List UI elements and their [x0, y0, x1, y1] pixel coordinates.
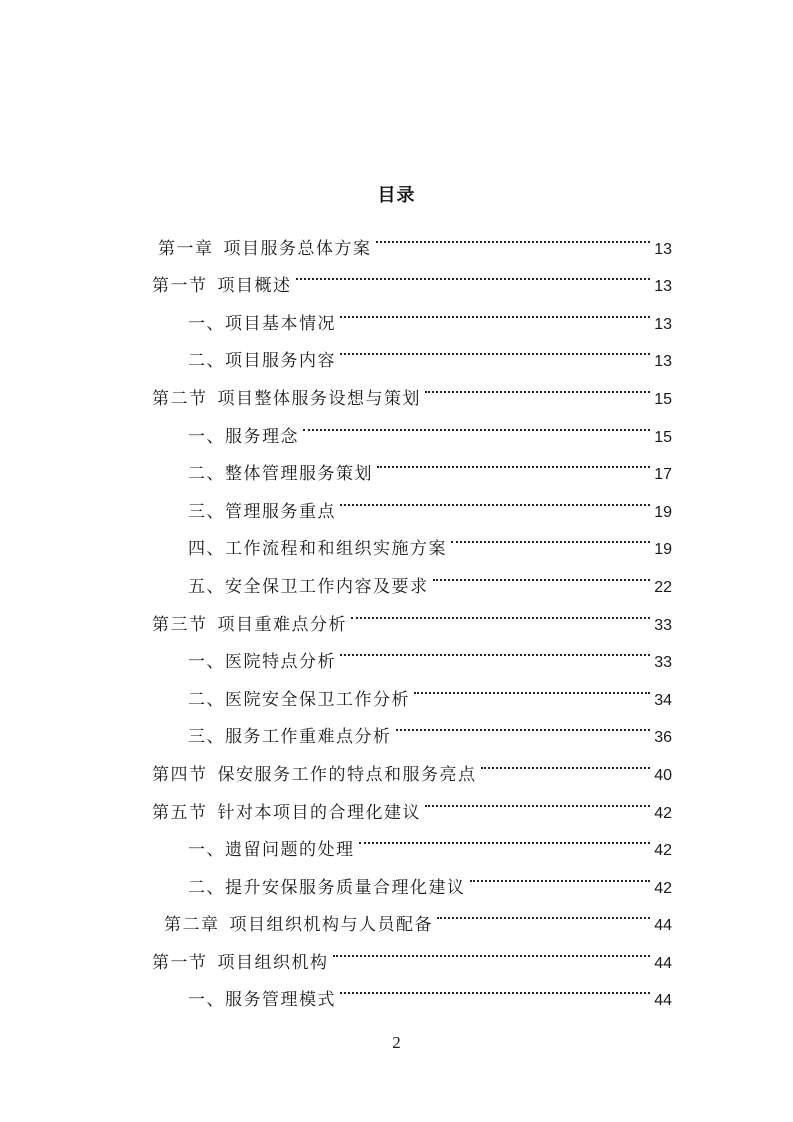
- toc-entry-prefix: 一、: [188, 652, 225, 673]
- toc-entry-page: 22: [654, 578, 672, 596]
- toc-entry-page: 44: [654, 954, 672, 972]
- toc-entry-text: 针对本项目的合理化建议: [217, 802, 421, 823]
- toc-entry-text: 整体管理服务策划: [225, 464, 373, 485]
- toc-entry-prefix: 二、: [188, 877, 225, 898]
- toc-entry-page: 42: [654, 804, 672, 822]
- toc-entry-label: [152, 945, 329, 983]
- toc-entry-page: 13: [654, 315, 672, 333]
- toc-entry-label: [188, 494, 336, 532]
- toc-entry-text: 项目服务内容: [225, 351, 336, 372]
- toc-entry-text: 服务工作重难点分析: [225, 727, 392, 748]
- toc-entry-label: [188, 644, 336, 682]
- toc-entry-text: 提升安保服务质量合理化建议: [225, 877, 466, 898]
- toc-entry-label: [188, 832, 355, 870]
- toc-entry-prefix: 第一章: [158, 238, 214, 259]
- toc-entry-page: 17: [654, 466, 672, 484]
- dot-leader: [437, 893, 650, 931]
- dot-leader: [377, 442, 650, 480]
- dot-leader: [303, 404, 650, 442]
- toc-entry-page: 13: [654, 353, 672, 371]
- page-number: 2: [392, 1033, 401, 1052]
- toc-entry-page: 42: [654, 879, 672, 897]
- toc-entry-prefix: 三、: [188, 727, 225, 748]
- toc-entry-prefix: 二、: [188, 689, 225, 710]
- toc-entry-page: 33: [654, 654, 672, 672]
- toc-entry-prefix: 二、: [188, 351, 225, 372]
- dot-leader: [351, 592, 650, 630]
- toc-entry[interactable]: [152, 216, 672, 259]
- toc-entry-label: [188, 719, 392, 757]
- toc-entry-label: [188, 982, 336, 1020]
- dot-leader: [481, 742, 651, 780]
- toc-entry-page: 34: [654, 691, 672, 709]
- toc-entry-prefix: 一、: [188, 313, 225, 334]
- toc-entry-text: 项目组织机构: [217, 952, 329, 973]
- table-of-contents: [152, 216, 672, 1011]
- toc-entry-page: 15: [654, 428, 672, 446]
- toc-entry-prefix: 第五节: [152, 802, 208, 823]
- toc-entry-prefix: 第一节: [152, 276, 208, 297]
- toc-entry-prefix: 一、: [188, 990, 225, 1011]
- toc-entry-page: 13: [654, 240, 672, 258]
- toc-entry-label: [188, 870, 466, 908]
- toc-entry-text: 服务管理模式: [225, 990, 336, 1011]
- toc-entry-page: 36: [654, 729, 672, 747]
- toc-entry-label: [188, 682, 410, 720]
- toc-entry-label: [152, 607, 347, 645]
- toc-entry-prefix: 第四节: [152, 764, 208, 785]
- toc-entry-page: 33: [654, 616, 672, 634]
- dot-leader: [470, 855, 651, 893]
- dot-leader: [451, 517, 650, 555]
- toc-entry-prefix: 第三节: [152, 614, 208, 635]
- toc-entry-label: [152, 268, 292, 306]
- dot-leader: [340, 630, 650, 668]
- toc-entry-text: 管理服务重点: [225, 501, 336, 522]
- dot-leader: [340, 968, 650, 1006]
- dot-leader: [340, 479, 650, 517]
- toc-entry-text: 遗留问题的处理: [225, 840, 355, 861]
- toc-entry-label: [188, 306, 336, 344]
- toc-entry-text: 项目服务总体方案: [223, 238, 372, 259]
- toc-entry-text: 安全保卫工作内容及要求: [225, 576, 429, 597]
- toc-entry-prefix: 第二章: [164, 915, 220, 936]
- dot-leader: [296, 254, 651, 292]
- dot-leader: [425, 366, 650, 404]
- toc-entry-text: 工作流程和和组织实施方案: [225, 539, 447, 560]
- toc-entry-page: 19: [654, 503, 672, 521]
- dot-leader: [396, 705, 651, 743]
- toc-entry-text: 保安服务工作的特点和服务亮点: [217, 764, 477, 785]
- toc-entry-text: 医院特点分析: [225, 652, 336, 673]
- toc-entry-prefix: 一、: [188, 426, 225, 447]
- toc-entry-page: 19: [654, 541, 672, 559]
- toc-entry-label: [188, 343, 336, 381]
- dot-leader: [433, 554, 651, 592]
- dot-leader: [414, 667, 650, 705]
- toc-entry-page: 40: [654, 766, 672, 784]
- toc-entry-prefix: 第一节: [152, 952, 208, 973]
- toc-entry-page: 44: [654, 917, 672, 935]
- toc-entry-page: 13: [654, 278, 672, 296]
- toc-entry-text: 项目基本情况: [225, 313, 336, 334]
- dot-leader: [340, 291, 650, 329]
- toc-entry-text: 医院安全保卫工作分析: [225, 689, 410, 710]
- toc-entry-prefix: 三、: [188, 501, 225, 522]
- toc-entry-label: [188, 531, 447, 569]
- toc-entry-prefix: 第二节: [152, 388, 208, 409]
- toc-entry-label: [188, 419, 299, 457]
- toc-entry-text: 项目重难点分析: [217, 614, 347, 635]
- toc-entry-text: 服务理念: [225, 426, 299, 447]
- dot-leader: [340, 329, 650, 367]
- toc-entry-prefix: 二、: [188, 464, 225, 485]
- toc-entry-text: 项目整体服务设想与策划: [217, 388, 421, 409]
- toc-entry-page: 44: [654, 992, 672, 1010]
- toc-entry-text: 项目组织机构与人员配备: [229, 915, 433, 936]
- dot-leader: [425, 780, 650, 818]
- toc-title: 目录: [377, 185, 416, 206]
- toc-entry-prefix: 五、: [188, 576, 225, 597]
- toc-entry-page: 42: [654, 842, 672, 860]
- toc-entry-prefix: 四、: [188, 539, 225, 560]
- dot-leader: [376, 216, 651, 254]
- dot-leader: [333, 930, 651, 968]
- toc-entry-page: 15: [654, 390, 672, 408]
- dot-leader: [359, 818, 651, 856]
- toc-entry-prefix: 一、: [188, 840, 225, 861]
- toc-entry-text: 项目概述: [217, 276, 292, 297]
